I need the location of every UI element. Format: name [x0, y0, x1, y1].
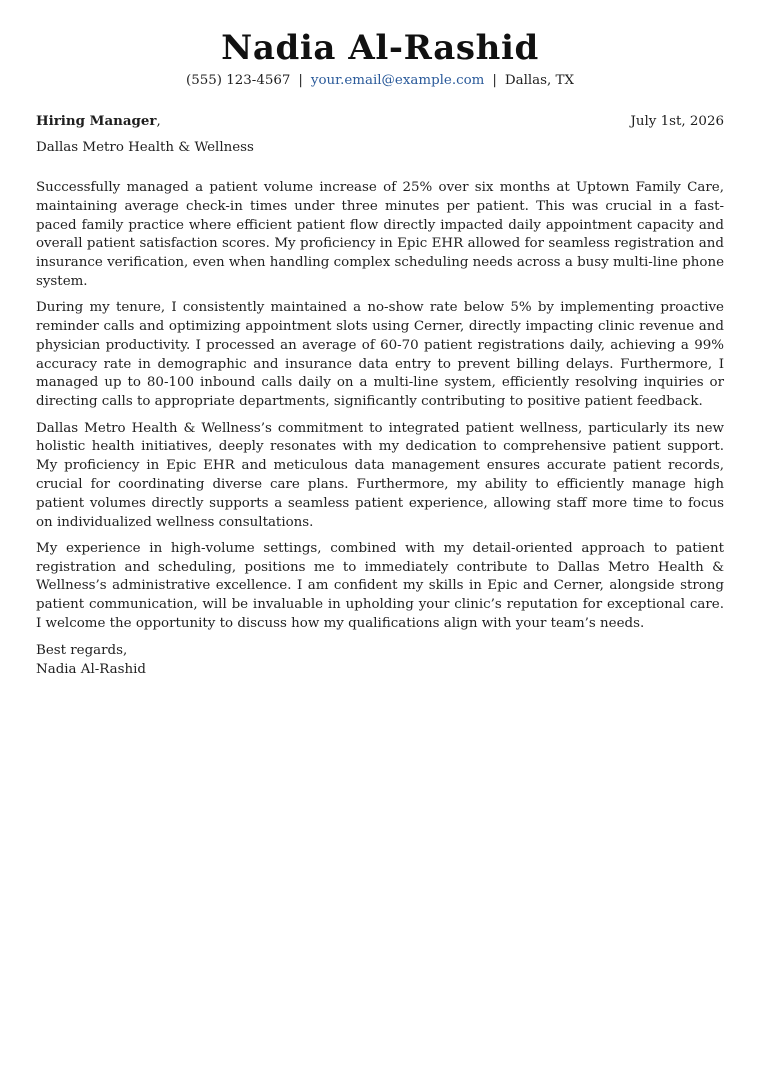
body-paragraph: Dallas Metro Health & Wellness’s commitment to integrated patient wellness, particularly its new holistic health initiatives, deeply resonates with my dedication to comprehensive patient support. My proficiency in Epic EHR and meticulous data management ensures accurate patient records, crucial for coordinating diverse care plans. Furthermore, my ability to efficiently manage high patient volumes directly supports a seamless patient experience, allowing staff more time to focus on individualized wellness consultations. — [36, 420, 724, 530]
body-paragraph: Successfully managed a patient volume increase of 25% over six months at Uptown Family Care, maintaining average check-in times under three minutes per patient. This was crucial in a fast-paced family practice where efficient patient flow directly impacted daily appointment capacity and overall patient satisfaction scores. My proficiency in Epic EHR allowed for seamless registration and insurance verification, even when handling complex scheduling needs across a busy multi-line phone system. — [36, 180, 724, 289]
body-paragraph: My experience in high-volume settings, combined with my detail-oriented approach to patient registration and scheduling, positions me to immediately contribute to Dallas Metro Health & Wellness’s administrative excellence. I am confident my skills in Epic and Cerner, alongside strong patient communication, will be invaluable in upholding your clinic’s reputation for exceptional care. I welcome the opportunity to discuss how my qualifications align with your team’s needs. — [36, 540, 724, 632]
email-link[interactable]: your.email@example.com — [310, 73, 485, 88]
letter-date: July 1st, 2026 — [630, 114, 724, 129]
phone-number: (555) 123-4567 — [185, 73, 291, 88]
recipient-name: Hiring Manager — [36, 113, 157, 129]
applicant-name: Nadia Al-Rashid — [221, 28, 539, 68]
separator: | — [298, 73, 303, 88]
contact-line — [36, 72, 724, 90]
recipient-organization: Dallas Metro Health & Wellness — [36, 140, 254, 155]
body-paragraph: During my tenure, I consistently maintained a no-show rate below 5% by implementing proactive reminder calls and optimizing appointment slots using Cerner, directly impacting clinic revenue and physician productivity. I processed an average of 60-70 patient registrations daily, achieving a 99% accuracy rate in demographic and insurance data entry to prevent billing delays. Furthermore, I managed up to 80-100 inbound calls daily on a multi-line system, efficiently resolving inquiries or directing calls to appropriate departments, significantly contributing to positive patient feedback. — [36, 300, 724, 410]
signature-name: Nadia Al-Rashid — [36, 661, 146, 677]
recipient-comma: , — [156, 114, 161, 129]
recipient-line — [36, 112, 161, 131]
closing-block — [36, 642, 724, 680]
salutation-row — [36, 112, 724, 131]
closing-salutation: Best regards, — [36, 642, 128, 658]
separator: | — [492, 73, 497, 88]
location: Dallas, TX — [504, 73, 575, 88]
